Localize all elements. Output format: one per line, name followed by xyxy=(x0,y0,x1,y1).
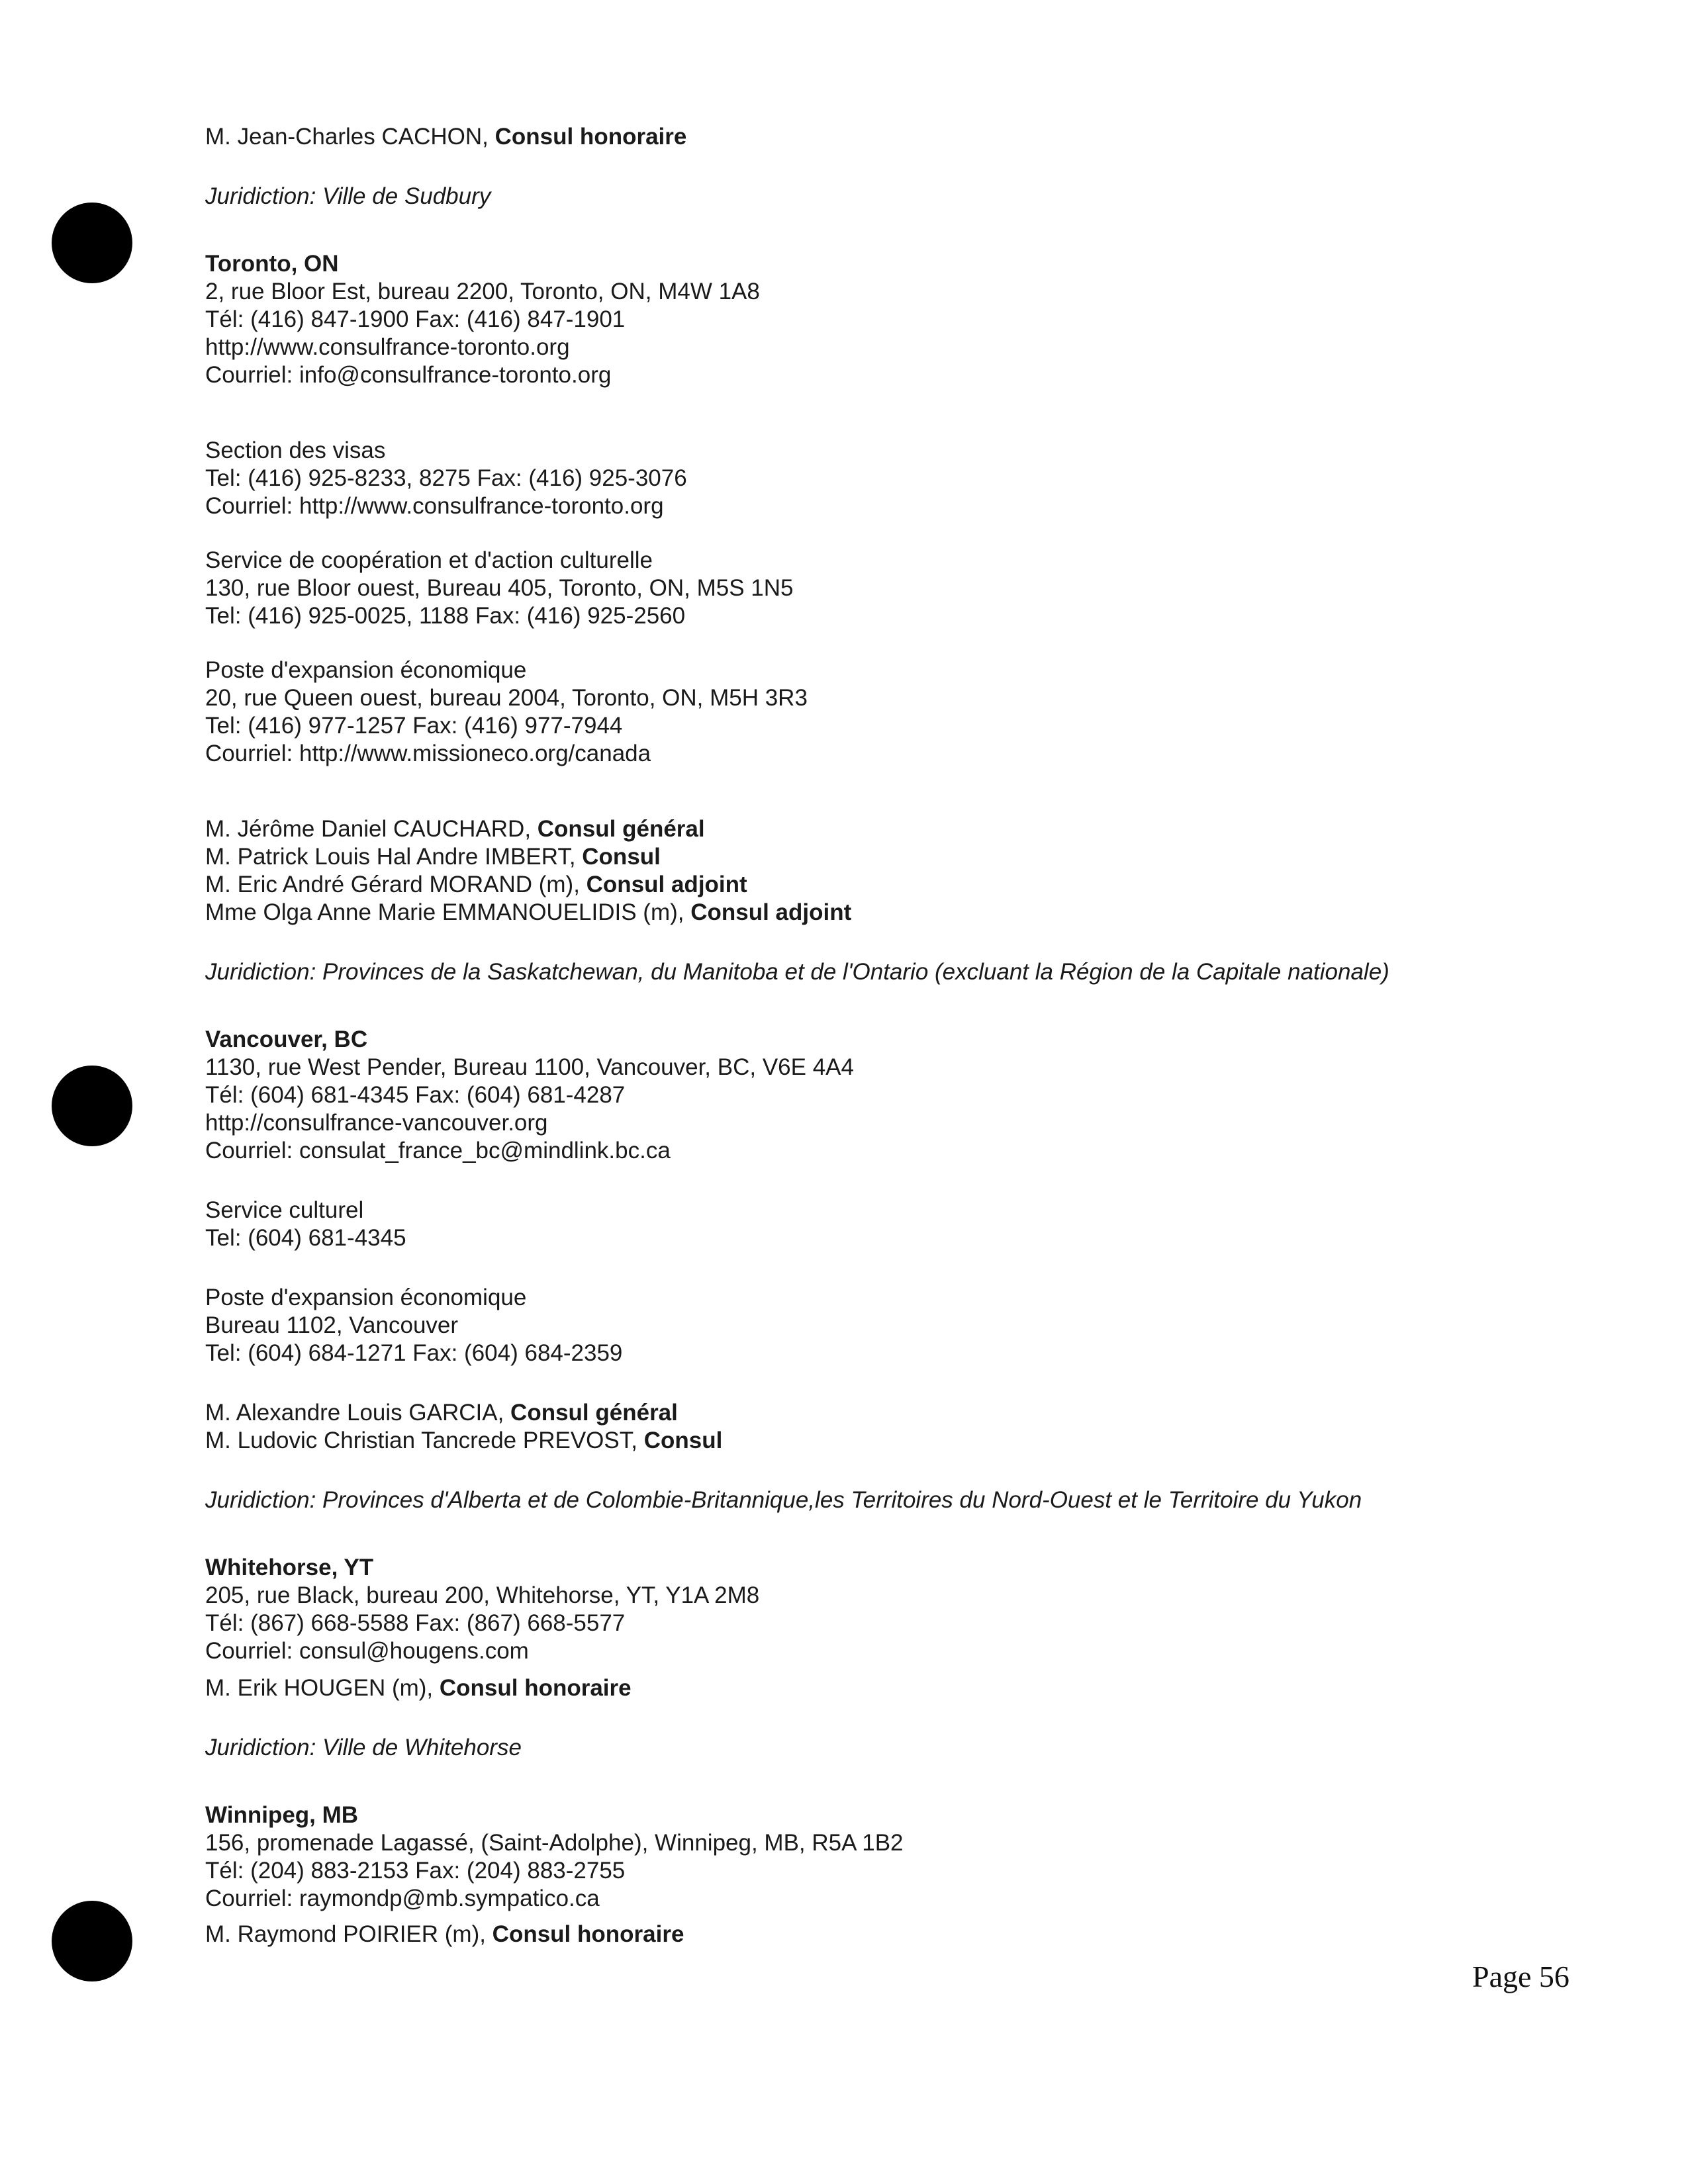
phone-fax: Tél: (604) 681-4345 Fax: (604) 681-4287 xyxy=(205,1082,626,1108)
jurisdiction-note: Juridiction: Provinces de la Saskatchewan, du Manitoba et de l'Ontario (excluant la Région de la Capitale nationale) xyxy=(205,959,1389,985)
office-name: Poste d'expansion économique xyxy=(205,657,527,683)
consul-title: Consul adjoint xyxy=(690,899,852,925)
consul-entry: M. Patrick Louis Hal Andre IMBERT, Consul xyxy=(205,844,661,870)
binder-hole xyxy=(52,1066,132,1146)
jurisdiction-note: Juridiction: Provinces d'Alberta et de Colombie-Britannique,les Territoires du Nord-Ouest et le Territoire du Yukon xyxy=(205,1487,1362,1513)
consul-title: Consul honoraire xyxy=(494,124,687,150)
city-heading: Vancouver, BC xyxy=(205,1026,368,1052)
consul-entry: M. Ludovic Christian Tancrede PREVOST, Consul xyxy=(205,1428,723,1453)
website-link[interactable]: http://www.consulfrance-toronto.org xyxy=(205,334,570,360)
office-name: Section des visas xyxy=(205,437,386,463)
address: 2, rue Bloor Est, bureau 2200, Toronto, ON, M4W 1A8 xyxy=(205,279,760,304)
consul-entry: M. Erik HOUGEN (m), Consul honoraire xyxy=(205,1675,632,1701)
consul-entry: M. Alexandre Louis GARCIA, Consul général xyxy=(205,1400,678,1426)
phone-fax: Tél: (416) 847-1900 Fax: (416) 847-1901 xyxy=(205,306,626,332)
email-link[interactable]: Courriel: consul@hougens.com xyxy=(205,1638,529,1664)
consul-title: Consul honoraire xyxy=(492,1921,684,1947)
address: 20, rue Queen ouest, bureau 2004, Toronto, ON, M5H 3R3 xyxy=(205,685,808,711)
office-name: Poste d'expansion économique xyxy=(205,1285,527,1310)
address: 205, rue Black, bureau 200, Whitehorse, YT, Y1A 2M8 xyxy=(205,1582,760,1608)
jurisdiction-note: Juridiction: Ville de Whitehorse xyxy=(205,1735,522,1760)
email-link[interactable]: Courriel: info@consulfrance-toronto.org xyxy=(205,362,612,388)
consul-title: Consul xyxy=(582,844,661,870)
consul-entry: Mme Olga Anne Marie EMMANOUELIDIS (m), Consul adjoint xyxy=(205,899,852,925)
consul-title: Consul xyxy=(643,1428,723,1453)
consul-title: Consul adjoint xyxy=(586,872,747,897)
consul-entry: M. Jérôme Daniel CAUCHARD, Consul général xyxy=(205,816,705,842)
address: Bureau 1102, Vancouver xyxy=(205,1312,459,1338)
consul-title: Consul général xyxy=(537,816,705,842)
address: 130, rue Bloor ouest, Bureau 405, Toronto, ON, M5S 1N5 xyxy=(205,575,794,601)
consul-entry: M. Raymond POIRIER (m), Consul honoraire xyxy=(205,1921,684,1947)
binder-hole xyxy=(52,1901,132,1981)
winnipeg-section xyxy=(205,1801,1529,1948)
office-name: Service culturel xyxy=(205,1197,364,1223)
sudbury-section xyxy=(205,123,1529,210)
jurisdiction-note: Juridiction: Ville de Sudbury xyxy=(205,183,491,209)
website-link[interactable]: http://consulfrance-vancouver.org xyxy=(205,1110,548,1136)
phone-fax: Tel: (416) 977-1257 Fax: (416) 977-7944 xyxy=(205,713,623,739)
phone-fax: Tel: (416) 925-8233, 8275 Fax: (416) 925-3076 xyxy=(205,465,687,491)
email-link[interactable]: Courriel: http://www.consulfrance-toronto.org xyxy=(205,493,664,519)
consul-title: Consul honoraire xyxy=(439,1675,632,1701)
office-name: Service de coopération et d'action culturelle xyxy=(205,547,653,573)
phone-fax: Tel: (604) 684-1271 Fax: (604) 684-2359 xyxy=(205,1340,623,1366)
consul-entry: M. Jean-Charles CACHON, Consul honoraire xyxy=(205,124,687,150)
city-heading: Winnipeg, MB xyxy=(205,1802,359,1828)
whitehorse-section xyxy=(205,1554,1529,1762)
phone-fax: Tel: (604) 681-4345 xyxy=(205,1225,406,1251)
binder-hole xyxy=(52,203,132,283)
phone-fax: Tél: (204) 883-2153 Fax: (204) 883-2755 xyxy=(205,1858,626,1884)
toronto-section xyxy=(205,250,1529,986)
city-heading: Whitehorse, YT xyxy=(205,1555,374,1580)
vancouver-section xyxy=(205,1026,1529,1514)
page-number: Page 56 xyxy=(1472,1960,1570,1993)
email-link[interactable]: Courriel: http://www.missioneco.org/canada xyxy=(205,741,651,766)
consulate-directory xyxy=(205,123,1529,1948)
phone-fax: Tel: (416) 925-0025, 1188 Fax: (416) 925-2560 xyxy=(205,603,686,629)
consul-entry: M. Eric André Gérard MORAND (m), Consul adjoint xyxy=(205,872,747,897)
email-link[interactable]: Courriel: consulat_france_bc@mindlink.bc.ca xyxy=(205,1138,671,1163)
consul-title: Consul général xyxy=(510,1400,678,1426)
city-heading: Toronto, ON xyxy=(205,251,339,277)
address: 156, promenade Lagassé, (Saint-Adolphe), Winnipeg, MB, R5A 1B2 xyxy=(205,1830,904,1856)
email-link[interactable]: Courriel: raymondp@mb.sympatico.ca xyxy=(205,1886,600,1911)
address: 1130, rue West Pender, Bureau 1100, Vancouver, BC, V6E 4A4 xyxy=(205,1054,854,1080)
phone-fax: Tél: (867) 668-5588 Fax: (867) 668-5577 xyxy=(205,1610,626,1636)
